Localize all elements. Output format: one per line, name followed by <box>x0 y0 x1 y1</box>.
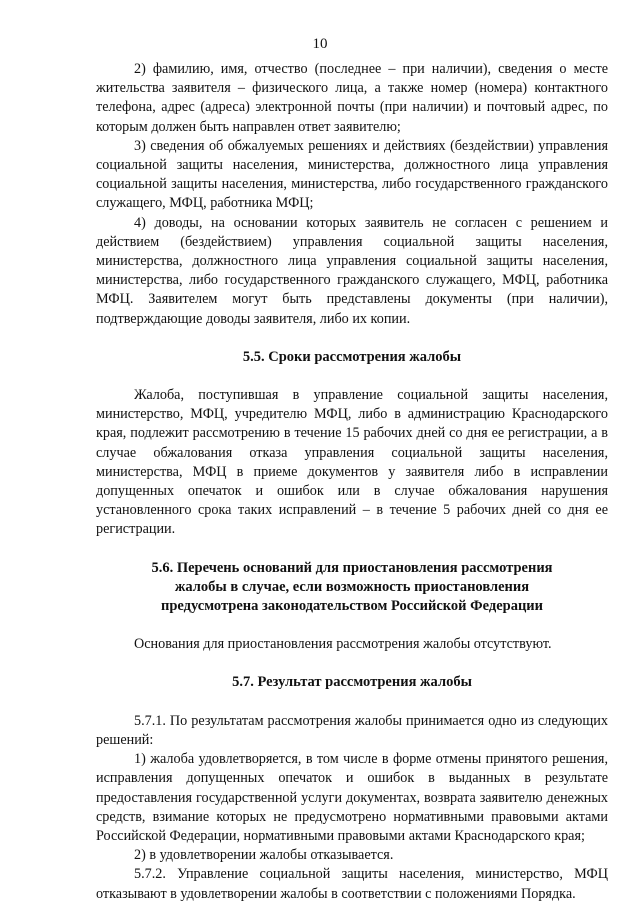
page-number: 10 <box>312 36 328 52</box>
paragraph: Основания для приостановления рассмотрения жалобы отсутствуют. <box>134 636 552 653</box>
section-heading-5-6-line1: 5.6. Перечень оснований для приостановления рассмотрения <box>151 559 553 576</box>
paragraph: 5.7.2. Управление социальной защиты населения, министерство, МФЦ отказывают в удовлетворении жалобы в соответствии с положениями Порядка. <box>96 866 608 902</box>
paragraph: 2) фамилию, имя, отчество (последнее – при наличии), сведения о месте жительства заявителя – физического лица, а также номер (номера) контактного телефона, адрес (адреса) электронной почты (при наличии) и почтовый адрес, по которым должен быть направлен ответ заявителю; <box>96 61 608 135</box>
section-heading-5-7: 5.7. Результат рассмотрения жалобы <box>232 674 472 691</box>
paragraph: 5.7.1. По результатам рассмотрения жалобы принимается одно из следующих решений: <box>96 712 608 748</box>
section-heading-5-5: 5.5. Сроки рассмотрения жалобы <box>242 348 462 365</box>
paragraph: 4) доводы, на основании которых заявитель не согласен с решением и действием (бездействием) управления социальной защиты населения, министерства, должностного лица управления социальной защиты населения, министерства, либо государственного гражданского служащего, МФЦ, работника МФЦ. Заявителем могут быть представлены документы (при наличии), подтверждающие доводы заявителя, либо их копии. <box>96 214 608 327</box>
section-heading-5-6-line2: жалобы в случае, если возможность приостановления <box>174 578 530 595</box>
paragraph: Жалоба, поступившая в управление социальной защиты населения, министерство, МФЦ, учредителю МФЦ, либо в администрацию Краснодарского края, подлежит рассмотрению в течение 15 рабочих дней со дня ее регистрации, а в случае обжалования отказа управления социальной защиты населения, министерства, МФЦ в приеме документов у заявителя либо в исправлении допущенных опечаток и ошибок или в случае обжалования нарушения установленного срока таких исправлений – в течение 5 рабочих дней со дня ее регистрации. <box>96 387 608 538</box>
section-heading-5-6-line3: предусмотрена законодательством Российской Федерации <box>160 598 544 615</box>
paragraph: 1) жалоба удовлетворяется, в том числе в форме отмены принятого решения, исправления допущенных опечаток и ошибок в выданных в результате предоставления государственной услуги документах, возврата заявителю денежных средств, взимание которых не предусмотрено нормативными правовыми актами Российской Федерации, нормативными правовыми актами Краснодарского края; <box>96 751 608 844</box>
document-body <box>96 60 608 904</box>
paragraph: 3) сведения об обжалуемых решениях и действиях (бездействии) управления социальной защиты населения, министерства, должностного лица управления социальной защиты населения, министерства, либо государственного гражданского служащего, МФЦ, работника МФЦ; <box>96 137 608 212</box>
paragraph: 2) в удовлетворении жалобы отказывается. <box>134 847 394 864</box>
